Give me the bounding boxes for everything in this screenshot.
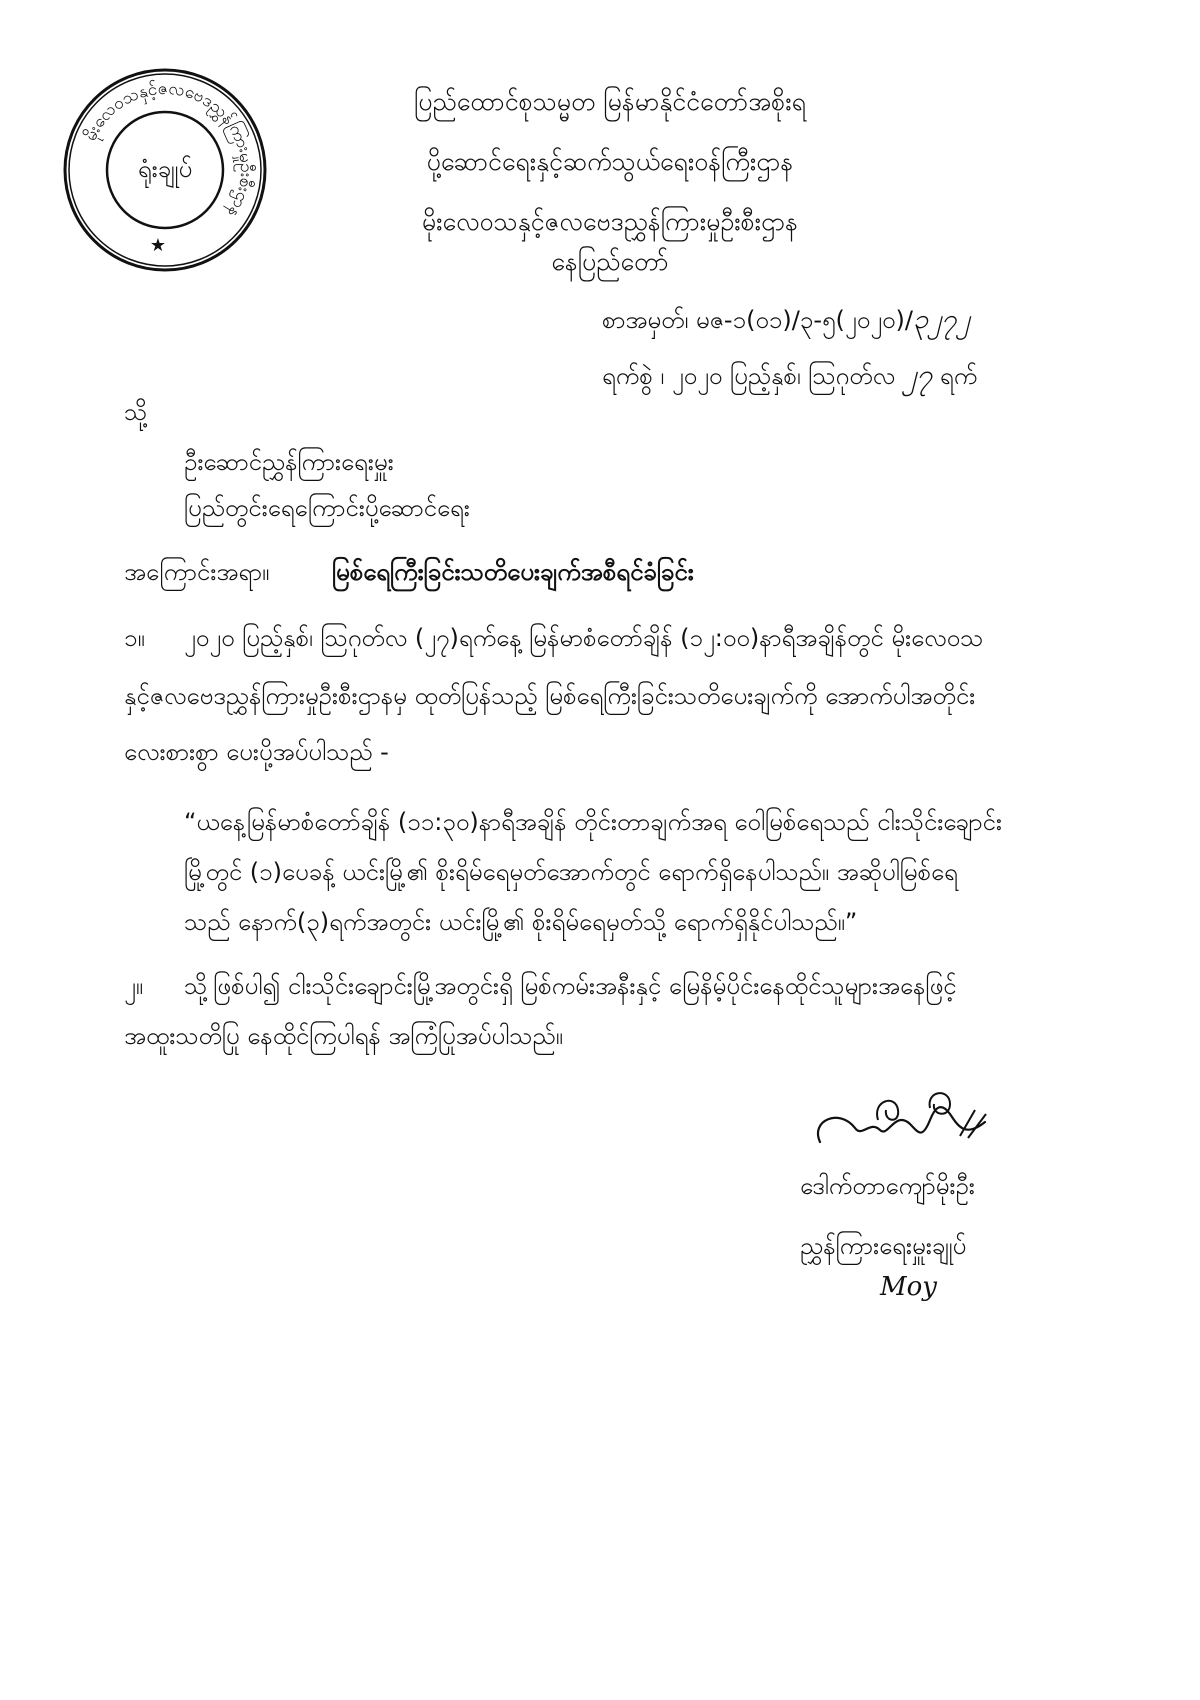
recipient-to: သို့ [124, 398, 148, 426]
seal-star-icon: ★ [149, 235, 167, 256]
paragraph-1-line-1: ၂၀၂၀ ပြည့်နှစ်၊ ဩဂုတ်လ (၂၇)ရက်နေ့ မြန်မာစံတော်ချိန် (၁၂:၀၀)နာရီအချိန်တွင် မိုးလေဝသ [184, 624, 984, 652]
seal-center-text: ရုံးချုပ် [137, 155, 193, 183]
signature-initials: Moy [880, 1272, 937, 1302]
subject-label: အကြောင်းအရာ။ [124, 558, 270, 586]
header-line-4: နေပြည်တော် [551, 247, 669, 276]
quote-line-2: မြို့တွင် (၁)ပေခန့် ယင်းမြို့၏ စိုးရိမ်ရေမှတ်အောက်တွင် ရောက်ရှိနေပါသည်။ အဆိုပါမြစ်ရေ [184, 858, 958, 886]
quote-line-3: သည် နောက်(၃)ရက်အတွင်း ယင်းမြို့၏ စိုးရိမ်ရေမှတ်သို့ ရောက်ရှိနိုင်ပါသည်။” [184, 908, 858, 936]
header-line-3: မိုးလေဝသနှင့်ဇလဗေဒညွှန်ကြားမှုဦးစီးဌာန [421, 207, 799, 236]
signatory-name: ဒေါက်တာကျော်မိုးဦး [800, 1172, 975, 1200]
paragraph-1-number: ၁။ [124, 624, 145, 652]
reference-date [602, 356, 977, 398]
quote-line-1: “ယနေ့မြန်မာစံတော်ချိန် (၁၁:၃၀)နာရီအချိန် တိုင်းတာချက်အရ ဝေါမြစ်ရေသည် ငါးသိုင်းချောင်း [184, 808, 1002, 836]
reference-date-handwritten: ၂၇ [902, 358, 933, 391]
reference-number-label: စာအမှတ်၊ [602, 306, 689, 334]
paragraph-1-line-3: လေးစားစွာ ပေးပို့အပ်ပါသည် - [124, 738, 389, 766]
paragraph-2-line-1: သို့ဖြစ်ပါ၍ ငါးသိုင်းချောင်းမြို့အတွင်းရှိ မြစ်ကမ်းအနီးနှင့် မြေနိမ့်ပိုင်းနေထိုင်သူများအနေဖြင့် [184, 972, 957, 1000]
header-line-2: ပို့ဆောင်ရေးနှင့်ဆက်သွယ်ရေးဝန်ကြီးဌာန [426, 147, 794, 176]
recipient-line-1: ဦးဆောင်ညွှန်ကြားရေးမှူး [184, 448, 394, 476]
reference-number-handwritten: ၃၂၇၂ [912, 304, 970, 335]
reference-date-suffix: ရက် [939, 362, 978, 390]
reference-number [602, 302, 970, 342]
reference-date-value: ၊ ၂၀၂၀ ပြည့်နှစ်၊ ဩဂုတ်လ [660, 362, 896, 390]
signatory-title: ညွှန်ကြားရေးမှူးချုပ် [800, 1232, 967, 1260]
recipient-line-2: ပြည်တွင်းရေကြောင်းပို့ဆောင်ရေး [184, 494, 470, 522]
paragraph-2-number: ၂။ [124, 972, 144, 1000]
paragraph-1-line-2: နှင့်ဇလဗေဒညွှန်ကြားမှုဦးစီးဌာနမှ ထုတ်ပြန်သည့် မြစ်ရေကြီးခြင်းသတိပေးချက်ကို အောက်ပါအတိုင်း [124, 682, 976, 710]
paragraph-2-line-2: အထူးသတိပြု နေထိုင်ကြပါရန် အကြံပြုအပ်ပါသည်။ [124, 1022, 563, 1050]
header-line-1: ပြည်ထောင်စုသမ္မတ မြန်မာနိုင်ငံတော်အစိုးရ [414, 87, 806, 116]
reference-number-value: မဇ-၁(၀၁)/၃-၅(၂၀၂၀)/ [695, 306, 913, 334]
seal-ring-text: မိုးလေဝသနှင့်ဇလဗေဒညွှန်ကြားမှုဦးစီးဌာန [80, 78, 257, 222]
reference-date-label: ရက်စွဲ [602, 362, 653, 390]
subject-text: မြစ်ရေကြီးခြင်းသတိပေးချက်အစီရင်ခံခြင်း [332, 558, 694, 586]
department-seal [60, 65, 270, 275]
signature-scribble [800, 1080, 1000, 1160]
